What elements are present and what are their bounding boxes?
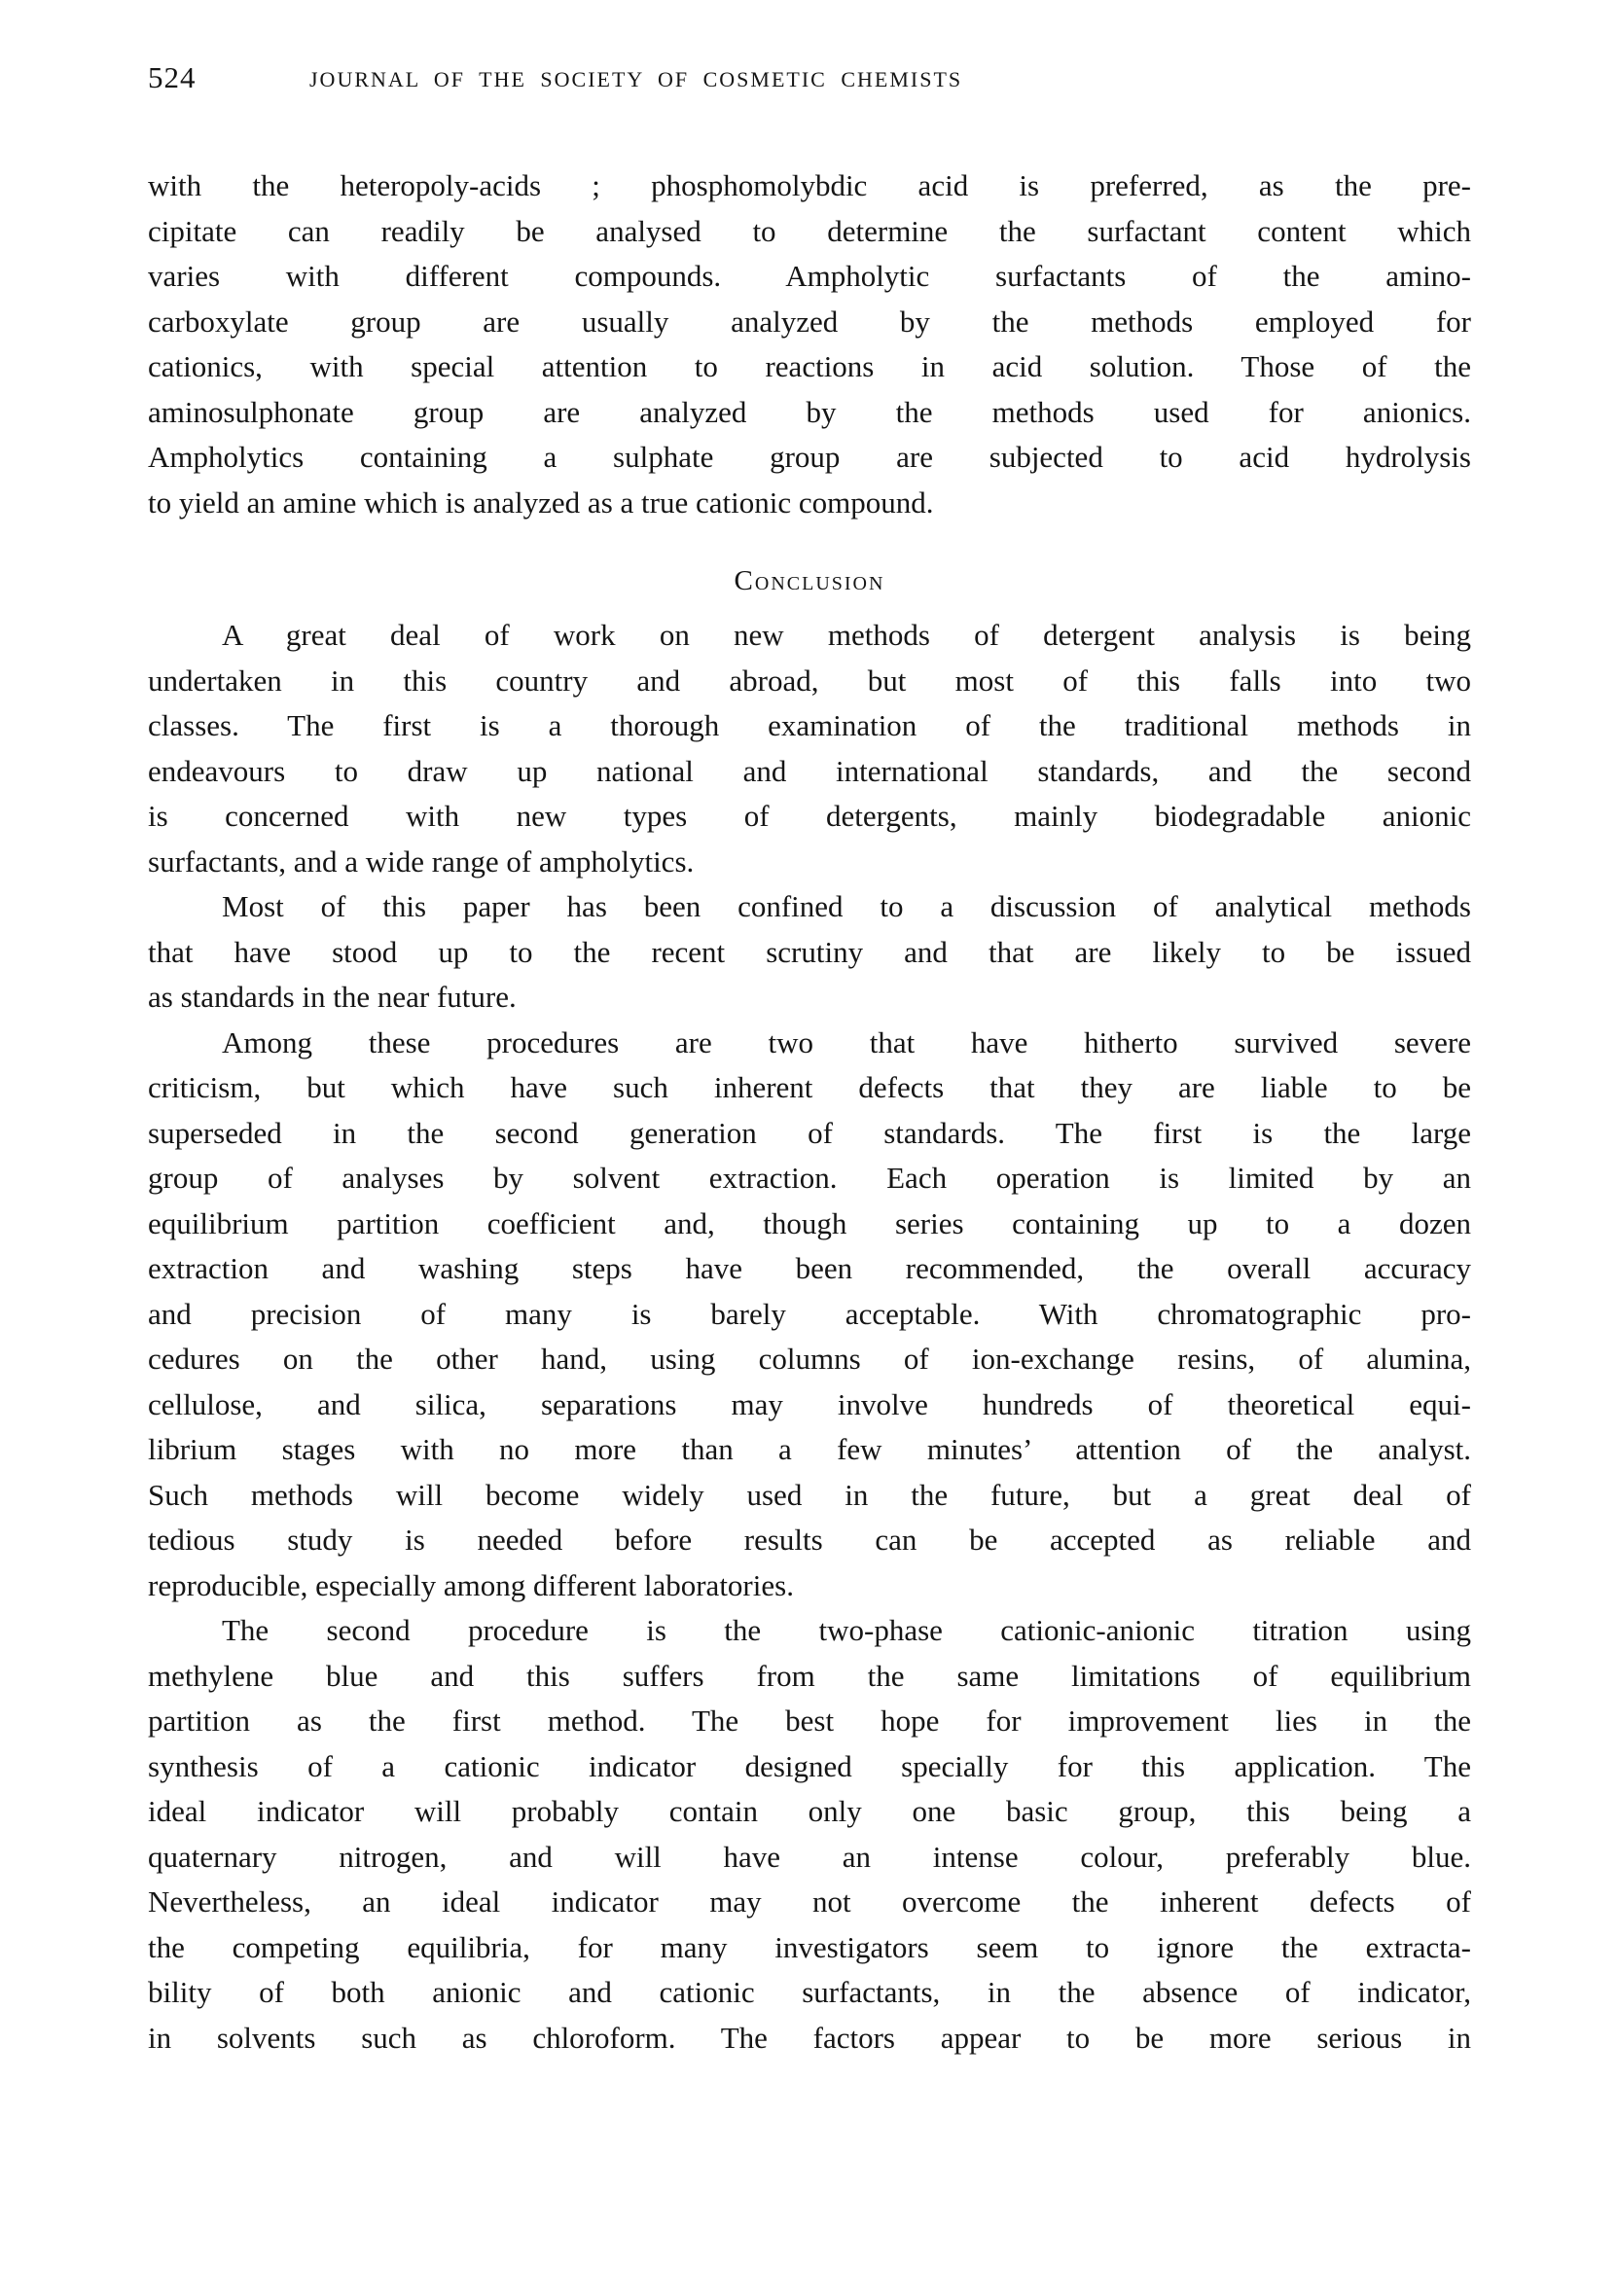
text-line: Ampholytics containing a sulphate group are subjected to acid hydrolysis: [148, 440, 1471, 474]
article-body: [148, 163, 1471, 2061]
page-header: [148, 60, 1471, 101]
text-line: with the heteropoly-acids ; phosphomolybdic acid is preferred, as the pre-: [148, 168, 1471, 202]
paragraph: [148, 613, 1471, 884]
text-line: Nevertheless, an ideal indicator may not overcome the inherent defects of: [148, 1884, 1471, 1919]
text-line: varies with different compounds. Ampholytic surfactants of the amino-: [148, 259, 1471, 293]
text-line: cedures on the other hand, using columns of ion-exchange resins, of alumina,: [148, 1342, 1471, 1376]
text-line: undertaken in this country and abroad, but most of this falls into two: [148, 663, 1471, 698]
text-line: and precision of many is barely acceptable. With chromatographic pro-: [148, 1296, 1471, 1331]
text-line: partition as the first method. The best hope for improvement lies in the: [148, 1704, 1471, 1738]
text-line: librium stages with no more than a few minutes’ attention of the analyst.: [148, 1432, 1471, 1466]
text-line: A great deal of work on new methods of detergent analysis is being: [222, 618, 1471, 652]
text-line: cipitate can readily be analysed to determine the surfactant content which: [148, 213, 1471, 248]
text-line: cationics, with special attention to reactions in acid solution. Those of the: [148, 349, 1471, 383]
text-line: surfactants, and a wide range of ampholytics.: [148, 843, 695, 879]
text-line: Among these procedures are two that have hitherto survived severe: [222, 1024, 1471, 1059]
paragraph: [148, 1608, 1471, 2061]
text-line: cellulose, and silica, separations may involve hundreds of theoretical equi-: [148, 1386, 1471, 1421]
paragraph: [148, 884, 1471, 1021]
text-line: to yield an amine which is analyzed as a true cationic compound.: [148, 484, 934, 520]
section-heading: Conclusion: [734, 565, 885, 596]
text-line: reproducible, especially among different laboratories.: [148, 1567, 794, 1602]
text-line: Most of this paper has been confined to a discussion of analytical methods: [222, 889, 1471, 923]
text-line: the competing equilibria, for many investigators seem to ignore the extracta-: [148, 1929, 1471, 1964]
text-line: quaternary nitrogen, and will have an intense colour, preferably blue.: [148, 1839, 1471, 1874]
text-line: in solvents such as chloroform. The factors appear to be more serious in: [148, 2020, 1471, 2055]
text-line: extraction and washing steps have been recommended, the overall accuracy: [148, 1251, 1471, 1285]
text-line: aminosulphonate group are analyzed by the methods used for anionics.: [148, 394, 1471, 429]
text-line: The second procedure is the two-phase cationic-anionic titration using: [222, 1613, 1471, 1647]
text-line: ideal indicator will probably contain only one basic group, this being a: [148, 1794, 1471, 1828]
text-line: classes. The first is a thorough examination of the traditional methods in: [148, 708, 1471, 742]
text-line: bility of both anionic and cationic surfactants, in the absence of indicator,: [148, 1975, 1471, 2009]
text-line: equilibrium partition coefficient and, though series containing up to a dozen: [148, 1205, 1471, 1240]
text-line: carboxylate group are usually analyzed by the methods employed for: [148, 304, 1471, 339]
text-line: Such methods will become widely used in the future, but a great deal of: [148, 1477, 1471, 1512]
text-line: criticism, but which have such inherent defects that they are liable to be: [148, 1070, 1471, 1104]
text-line: superseded in the second generation of standards. The first is the large: [148, 1115, 1471, 1150]
text-line: synthesis of a cationic indicator designed specially for this application. The: [148, 1748, 1471, 1783]
running-head: JOURNAL OF THE SOCIETY OF COSMETIC CHEMISTS: [309, 67, 963, 91]
page-number: 524: [148, 60, 197, 94]
text-line: as standards in the near future.: [148, 980, 517, 1014]
text-line: is concerned with new types of detergents, mainly biodegradable anionic: [148, 799, 1471, 833]
paragraph: [148, 1021, 1471, 1609]
text-line: methylene blue and this suffers from the same limitations of equilibrium: [148, 1658, 1471, 1693]
paragraph: [148, 163, 1471, 525]
text-line: that have stood up to the recent scrutiny and that are likely to be issued: [148, 934, 1471, 969]
text-line: endeavours to draw up national and international standards, and the second: [148, 753, 1471, 788]
text-line: tedious study is needed before results can be accepted as reliable and: [148, 1523, 1471, 1557]
text-line: group of analyses by solvent extraction. Each operation is limited by an: [148, 1161, 1471, 1195]
